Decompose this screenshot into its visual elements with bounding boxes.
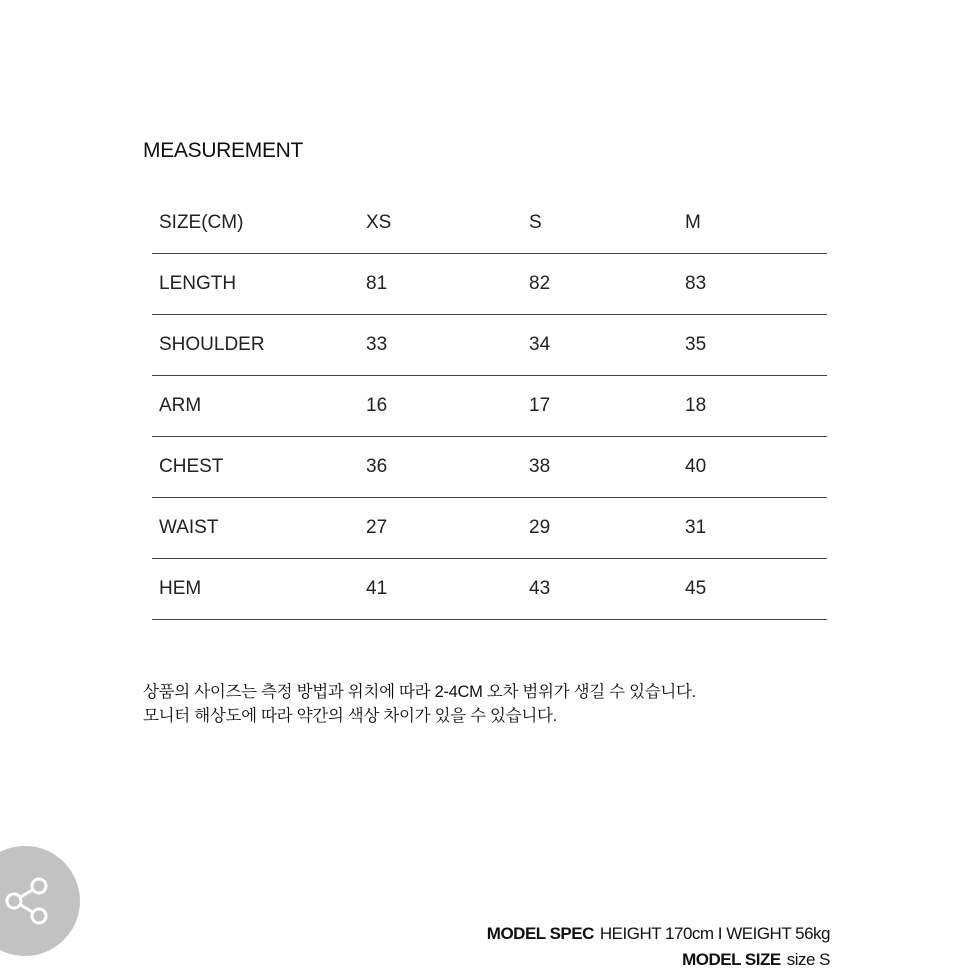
table-cell: 27	[366, 498, 529, 559]
table-cell: 40	[685, 437, 827, 498]
table-cell: 16	[366, 376, 529, 437]
row-label: WAIST	[152, 498, 366, 559]
table-cell: 34	[529, 315, 685, 376]
table-row	[152, 498, 827, 559]
table-row	[152, 254, 827, 315]
model-size-label: MODEL SIZE	[682, 950, 781, 969]
table-cell: 41	[366, 559, 529, 620]
header-cell: XS	[366, 193, 529, 254]
table-cell: 43	[529, 559, 685, 620]
row-label: ARM	[152, 376, 366, 437]
table-cell: 17	[529, 376, 685, 437]
note-line: 상품의 사이즈는 측정 방법과 위치에 따라 2-4CM 오차 범위가 생길 수 있습니다.	[143, 683, 696, 701]
table-header-row	[152, 193, 827, 254]
table-cell: 31	[685, 498, 827, 559]
table-cell: 81	[366, 254, 529, 315]
table-cell: 18	[685, 376, 827, 437]
table-row	[152, 376, 827, 437]
table-cell: 83	[685, 254, 827, 315]
table-cell: 82	[529, 254, 685, 315]
model-spec-label: MODEL SPEC	[486, 924, 594, 943]
table-row	[152, 559, 827, 620]
table-row	[152, 315, 827, 376]
table-cell: 45	[685, 559, 827, 620]
model-size-value: size S	[786, 950, 830, 969]
header-cell: S	[529, 193, 685, 254]
table-cell: 36	[366, 437, 529, 498]
table-cell: 38	[529, 437, 685, 498]
model-spec	[487, 924, 830, 944]
table-cell: 29	[529, 498, 685, 559]
header-cell: SIZE(CM)	[152, 193, 366, 254]
measurement-table	[152, 193, 827, 620]
share-icon	[0, 871, 52, 931]
table-row	[152, 437, 827, 498]
row-label: SHOULDER	[152, 315, 366, 376]
size-notes	[143, 680, 696, 728]
header-cell: M	[685, 193, 827, 254]
model-size	[682, 950, 830, 970]
row-label: HEM	[152, 559, 366, 620]
note-line: 모니터 해상도에 따라 약간의 색상 차이가 있을 수 있습니다.	[143, 707, 557, 725]
page-title: MEASUREMENT	[143, 139, 304, 162]
table-cell: 35	[685, 315, 827, 376]
model-spec-value: HEIGHT 170cm I WEIGHT 56kg	[599, 924, 830, 943]
table-cell: 33	[366, 315, 529, 376]
row-label: CHEST	[152, 437, 366, 498]
row-label: LENGTH	[152, 254, 366, 315]
share-button[interactable]	[0, 846, 80, 956]
